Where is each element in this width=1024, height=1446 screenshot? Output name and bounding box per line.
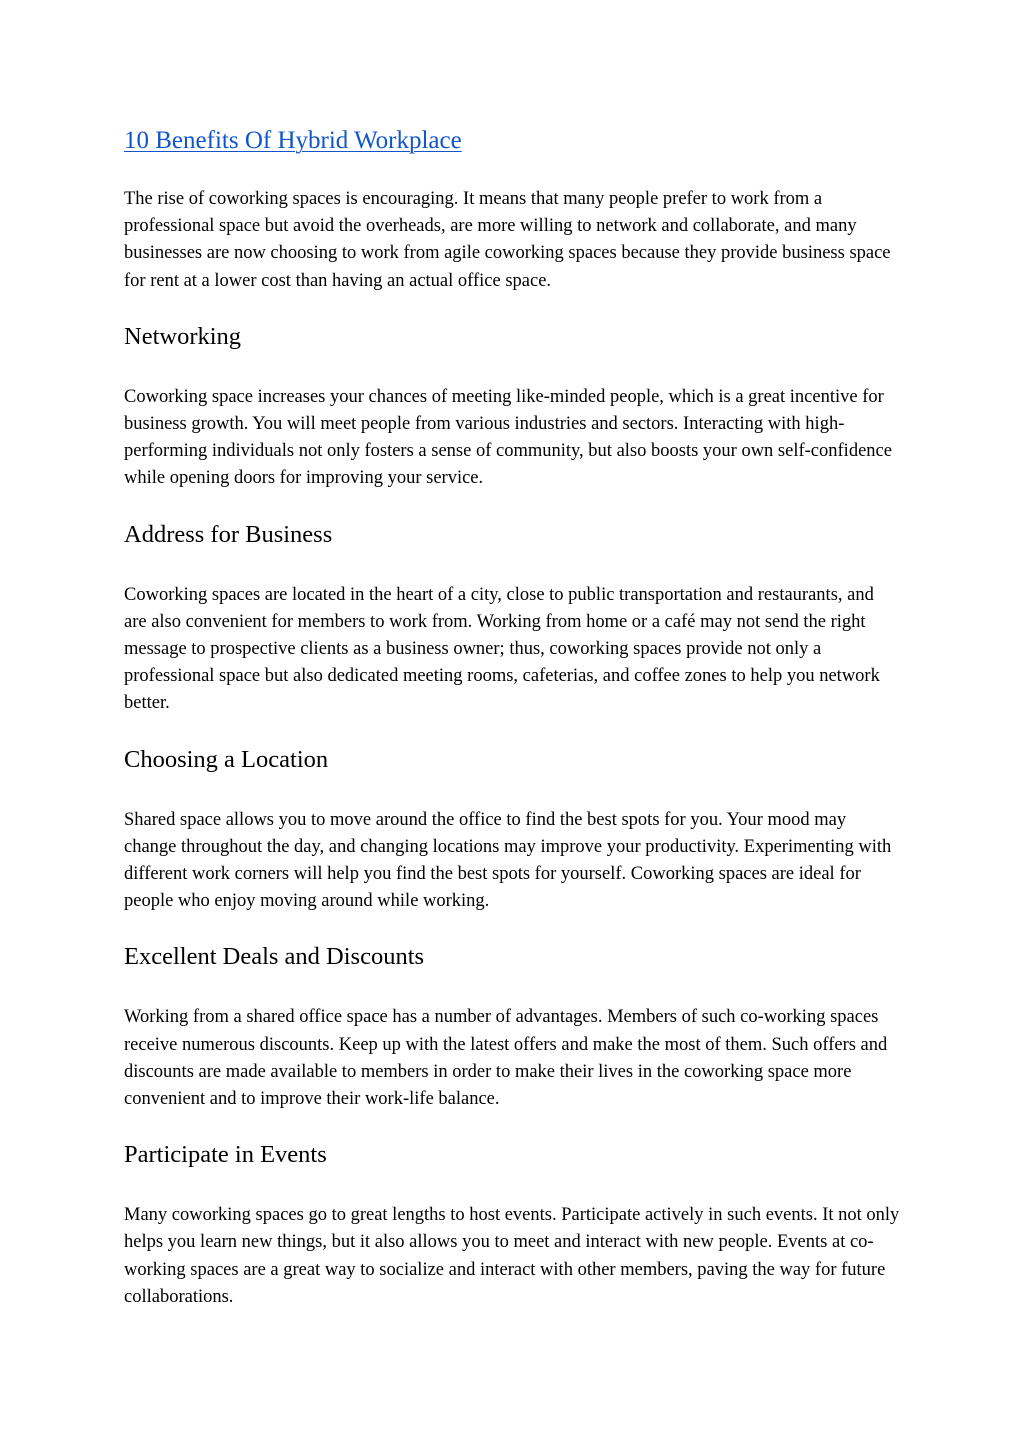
document-page: [124, 124, 900, 1311]
section-heading: Networking: [124, 322, 242, 350]
intro-paragraph: The rise of coworking spaces is encouraging. It means that many people prefer to work from a professional space but avoid the overheads, are more willing to network and collaborate, and many businesses are now choosing to work from agile coworking spaces because they provide business space for rent at a lower cost than having an actual office space.: [124, 189, 891, 291]
section-body: Shared space allows you to move around the office to find the best spots for you. Your mood may change throughout the day, and changing locations may improve your productivity. Experimenting with different work corners will help you find the best spots for yourself. Coworking spaces are ideal for people who enjoy moving around while working.: [124, 809, 892, 912]
section-participate-in-events: [124, 1139, 900, 1311]
section-heading: Participate in Events: [124, 1141, 327, 1169]
section-networking: [124, 321, 900, 493]
section-body: Coworking space increases your chances of meeting like-minded people, which is a great incentive for business growth. You will meet people from various industries and sectors. Interacting with high-performing individuals not only fosters a sense of community, but also boosts your own self-confidence while opening doors for improving your service.: [124, 386, 892, 489]
section-heading: Excellent Deals and Discounts: [124, 943, 425, 971]
section-body: Coworking spaces are located in the heart of a city, close to public transportation and restaurants, and are also convenient for members to work from. Working from home or a café may not send the right message to prospective clients as a business owner; thus, coworking spaces provide not only a professional space but also dedicated meeting rooms, cafeterias, and coffee zones to help you network better.: [124, 584, 880, 714]
section-heading: Address for Business: [124, 520, 333, 548]
section-address-for-business: [124, 519, 900, 718]
section-body: Many coworking spaces go to great lengths to host events. Participate actively in such events. It not only helps you learn new things, but it also allows you to meet and interact with new people. Events at co-working spaces are a great way to socialize and interact with other members, paving the way for future collaborations.: [124, 1205, 900, 1307]
section-heading: Choosing a Location: [124, 745, 329, 773]
section-choosing-a-location: [124, 744, 900, 916]
section-body: Working from a shared office space has a number of advantages. Members of such co-working spaces receive numerous discounts. Keep up with the latest offers and make the most of them. Such offers and discounts are made available to members in order to make their lives in the coworking space more convenient and to improve their work-life balance.: [124, 1007, 888, 1110]
section-excellent-deals: [124, 941, 900, 1113]
document-title-link[interactable]: 10 Benefits Of Hybrid Workplace: [124, 127, 462, 154]
